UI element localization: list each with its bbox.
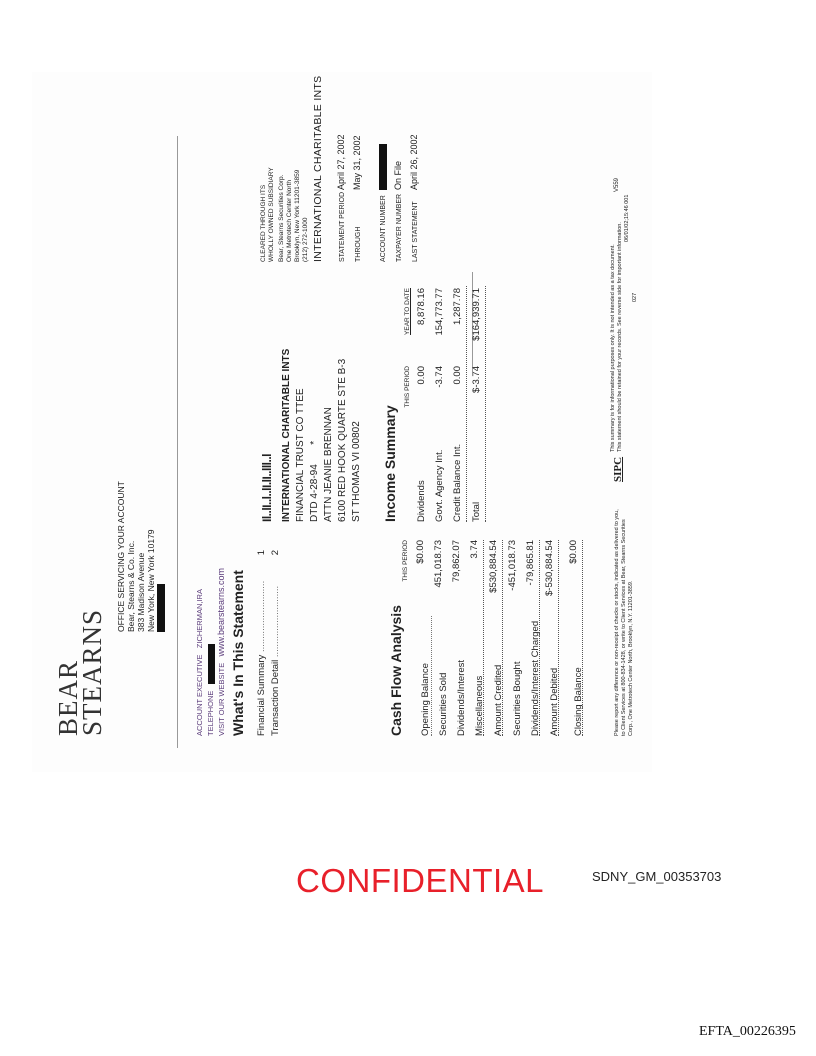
- income-row-total: Total $-3.74 $164,939.71: [471, 288, 482, 522]
- mailing-line3: DTD 4-28-94: [309, 464, 320, 522]
- income-row: Dividends 0.00 8,878.16: [416, 288, 427, 522]
- clearing-block: [260, 167, 310, 262]
- cash-flow-row: Opening Balance $0.00: [415, 540, 431, 736]
- office-title: OFFICE SERVICING YOUR ACCOUNT: [116, 481, 126, 632]
- cash-flow-col-header: THIS PERIOD: [402, 540, 409, 582]
- taxpayer-value: On File: [393, 160, 403, 190]
- mailing-line5: 6100 RED HOOK QUARTE STE B-3: [337, 358, 348, 522]
- income-summary-title: Income Summary: [382, 405, 398, 522]
- clearing-line1: CLEARED THROUGH ITS: [260, 184, 267, 262]
- account-label: ACCOUNT NUMBER: [380, 195, 387, 262]
- income-separator: [485, 286, 486, 522]
- efta-number: EFTA_00226395: [699, 1024, 796, 1039]
- website-link[interactable]: www.bearstearns.com: [216, 567, 226, 657]
- mailing-asterisk: *: [309, 440, 320, 445]
- income-row: Govt. Agency Int. -3.74 154,773.77: [434, 288, 445, 522]
- postal-barcode: Il..lI..l..lI.lI..lll..l: [260, 453, 274, 522]
- cash-flow-separator: [558, 540, 559, 736]
- mailing-line1: INTERNATIONAL CHARITABLE INTS: [281, 348, 292, 522]
- period-value: April 27, 2002: [336, 134, 346, 190]
- office-address2: New York, New York 10179: [146, 529, 156, 632]
- mailing-line2: FINANCIAL TRUST CO TTEE: [295, 388, 306, 522]
- income-col-ytd: YEAR TO DATE: [404, 288, 411, 335]
- footer-notice-line1: Please report any difference or non-receipt of checks or stocks, indicated as delivered to you,: [614, 509, 620, 736]
- footer-code1: 027: [632, 292, 638, 302]
- cash-flow-row: Dividends/Interest 79,862.07: [451, 540, 467, 736]
- office-block: [116, 481, 167, 632]
- mailing-address: [280, 349, 364, 522]
- income-separator: [466, 286, 467, 522]
- income-col-period: THIS PERIOD: [404, 366, 411, 408]
- contents-page: 2: [270, 550, 281, 556]
- clearing-line2: WHOLLY OWNED SUBSIDIARY: [268, 167, 275, 262]
- clearing-line3: Bear, Stearns Securities Corp.: [278, 174, 285, 262]
- account-number-redaction: [379, 144, 387, 190]
- taxpayer-label: TAXPAYER NUMBER: [396, 193, 403, 262]
- confidential-stamp: CONFIDENTIAL: [296, 862, 545, 899]
- contents-item-financial-summary[interactable]: Financial Summary ........................... 1: [256, 550, 267, 736]
- phone-redaction: [208, 644, 215, 684]
- redaction-bar: [157, 584, 165, 632]
- contents-page: 1: [256, 550, 267, 556]
- contact-block: [194, 568, 227, 736]
- web-label: VISIT OUR WEBSITE: [217, 662, 226, 736]
- cash-flow-row: Dividends/Interest Charged -79,865.81: [525, 540, 541, 736]
- clearing-line5: Brooklyn, New York 11201-3859: [294, 169, 301, 262]
- logo-line1: BEAR: [53, 659, 83, 736]
- footer-notice-line3: Corp., One Metrotech Center North, Brooklyn, N.Y. 11201-3859.: [628, 580, 634, 736]
- cash-flow-row: Amount Debited $-530,884.54: [544, 540, 560, 736]
- mailing-line4: ATTN JEANIE BRENNAN: [323, 407, 334, 522]
- clearing-line6: (212) 272-1000: [302, 217, 309, 262]
- footer-tax-line2: This statement should be retained for your records. See reverse side for important information.: [617, 222, 623, 452]
- footer-notice-line2: to Client Services at 800-834-1428, or write to Client Services at Bear, Stearns Securities: [621, 519, 627, 736]
- clearing-line4: One Metrotech Center North: [286, 179, 293, 262]
- cash-flow-title: Cash Flow Analysis: [388, 605, 404, 736]
- statement-info: [334, 134, 423, 262]
- logo-line2: STEARNS: [77, 608, 107, 736]
- last-statement-value: April 26, 2002: [409, 134, 419, 190]
- footer-code2: V559: [614, 177, 620, 192]
- last-statement-label: LAST STATEMENT: [412, 201, 419, 262]
- exec-value: ZICHERMAN,IRA: [195, 589, 204, 649]
- through-value: May 31, 2002: [352, 135, 362, 190]
- exec-label: ACCOUNT EXECUTIVE: [195, 654, 204, 736]
- cash-flow-row: Closing Balance $0.00: [568, 540, 584, 736]
- mailing-line6: ST THOMAS VI 00802: [351, 421, 362, 522]
- cash-flow-row: Amount Credited $530,884.54: [488, 540, 504, 736]
- through-label: THROUGH: [355, 226, 362, 262]
- phone-label: TELEPHONE: [206, 690, 215, 736]
- cash-flow-separator: [483, 540, 484, 736]
- account-holder-heading: INTERNATIONAL CHARITABLE INTS: [312, 75, 324, 262]
- cash-flow-separator: [582, 540, 583, 736]
- bear-stearns-logo: [53, 608, 107, 736]
- contents-item-transaction-detail[interactable]: Transaction Detail ........................... 2: [270, 550, 281, 736]
- cash-flow-row: Securities Sold 451,018.73: [433, 540, 449, 736]
- divider-left: [177, 136, 178, 748]
- sipc-logo: SIPC: [612, 456, 624, 482]
- footer-tax-line1: This summary is for informational purposes only. It is not intended as a tax document.: [610, 244, 616, 452]
- period-label: STATEMENT PERIOD: [339, 191, 346, 262]
- cash-flow-separator: [502, 540, 503, 736]
- contents-title: What's In This Statement: [230, 570, 246, 736]
- income-row: Credit Balance Int. 0.00 1,287.78: [452, 288, 463, 522]
- cash-flow-row: Miscellaneous 3.74: [469, 540, 485, 736]
- cash-flow-separator: [539, 540, 540, 736]
- cash-flow-row: Securities Bought -451,018.73: [507, 540, 523, 736]
- footer-tax: [610, 195, 631, 452]
- office-name: Bear, Stearns & Co. Inc.: [126, 540, 136, 632]
- statement-sheet: [32, 72, 652, 772]
- footer-notice: [614, 509, 635, 736]
- bates-number: SDNY_GM_00353703: [592, 869, 722, 884]
- office-address1: 383 Madison Avenue: [136, 552, 146, 632]
- footer-print-date: 06/01/02;15:46 001: [624, 194, 630, 242]
